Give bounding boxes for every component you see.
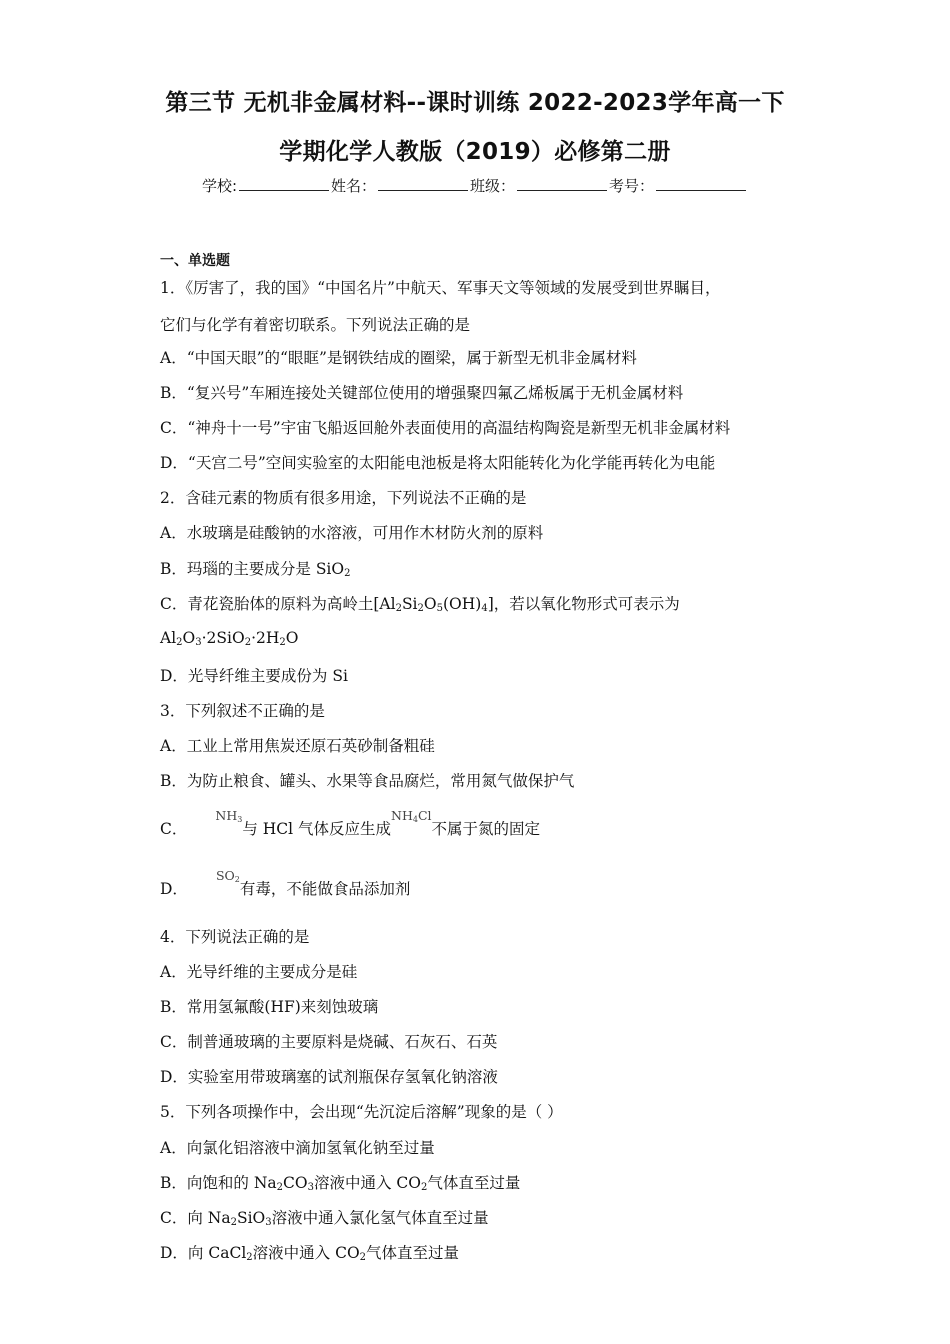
exam-no-blank[interactable] [656,176,746,191]
q1-stem-line1: 1．《厉害了，我的国》“中国名片”中航天、军事天文等领域的发展受到世界瞩目， [160,279,721,297]
q1-stem-line2: 它们与化学有着密切联系。下列说法正确的是 [160,316,471,334]
class-label: 班级： [470,177,516,195]
exam-no-label: 考号： [609,177,655,195]
school-blank[interactable] [239,176,329,191]
q4-option-b: B．常用氢氟酸(HF)来刻蚀玻璃 [160,998,379,1016]
so2-formula: SO2 [215,868,240,884]
q2-stem: 2．含硅元素的物质有很多用途，下列说法不正确的是 [160,489,527,507]
q4-stem: 4．下列说法正确的是 [160,928,310,946]
nh4cl-formula: NH4Cl [391,808,432,824]
q3-option-c: C．$^{NH_3}$与 HCl 气体反应生成$^{NH_4Cl}$不属于氮的固定 [160,808,541,838]
page-title-line2: 学期化学人教版（2019）必修第二册 [279,139,671,165]
q5-stem: 5．下列各项操作中，会出现“先沉淀后溶解”现象的是（ ） [160,1103,563,1121]
q2-option-d: D．光导纤维主要成份为 Si [160,667,348,685]
q5-option-d: D．向 CaCl$_2$溶液中通入 $CO_2$气体直至过量 [160,1244,460,1263]
q3-stem: 3．下列叙述不正确的是 [160,702,325,720]
q3-option-d: D．$^{SO_2}$有毒，不能做食品添加剂 [160,868,411,898]
q4-option-a: A．光导纤维的主要成分是硅 [160,963,358,981]
q4-option-c: C．制普通玻璃的主要原料是烧碱、石灰石、石英 [160,1033,498,1051]
q1-option-d: D．“天宫二号”空间实验室的太阳能电池板是将太阳能转化为化学能再转化为电能 [160,454,716,472]
q1-option-a: A．“中国天眼”的“眼眶”是钢铁结成的圈梁，属于新型无机非金属材料 [160,349,637,367]
name-label: 姓名： [331,177,377,195]
page-title-line1: 第三节 无机非金属材料--课时训练 2022-2023学年高一下 [165,90,785,116]
q4-option-d: D．实验室用带玻璃塞的试剂瓶保存氢氧化钠溶液 [160,1068,498,1086]
nh3-formula: NH3 [215,808,243,824]
name-blank[interactable] [378,176,468,191]
q2-option-c-formula: $Al_2O_3\cdot 2SiO_2\cdot 2H_2O$ [160,629,299,648]
q1-option-c: C．“神舟十一号”宇宙飞船返回舱外表面使用的高温结构陶瓷是新型无机非金属材料 [160,419,731,437]
school-label: 学校: [201,177,237,195]
q5-option-c: C．向 $Na_2SiO_3$溶液中通入氯化氢气体直至过量 [160,1209,489,1228]
section-title: 一、单选题 [160,253,230,269]
class-blank[interactable] [517,176,607,191]
q5-option-b: B．向饱和的 $Na_2CO_3$溶液中通入 $CO_2$气体直至过量 [160,1174,521,1193]
student-info-row [0,175,950,196]
q2-option-b: B．玛瑙的主要成分是 SiO$_2$ [160,560,351,579]
q2-option-a: A．水玻璃是硅酸钠的水溶液，可用作木材防火剂的原料 [160,524,544,542]
q3-option-a: A．工业上常用焦炭还原石英砂制备粗硅 [160,737,435,755]
q3-option-b: B．为防止粮食、罐头、水果等食品腐烂，常用氮气做保护气 [160,772,575,790]
q2-option-c: C．青花瓷胎体的原料为高岭土$[Al_2Si_2O_5(OH)_4]$，若以氧化物形式可表示为 [160,595,680,614]
q1-option-b: B．“复兴号”车厢连接处关键部位使用的增强聚四氟乙烯板属于无机金属材料 [160,384,684,402]
q5-option-a: A．向氯化铝溶液中滴加氢氧化钠至过量 [160,1139,435,1157]
